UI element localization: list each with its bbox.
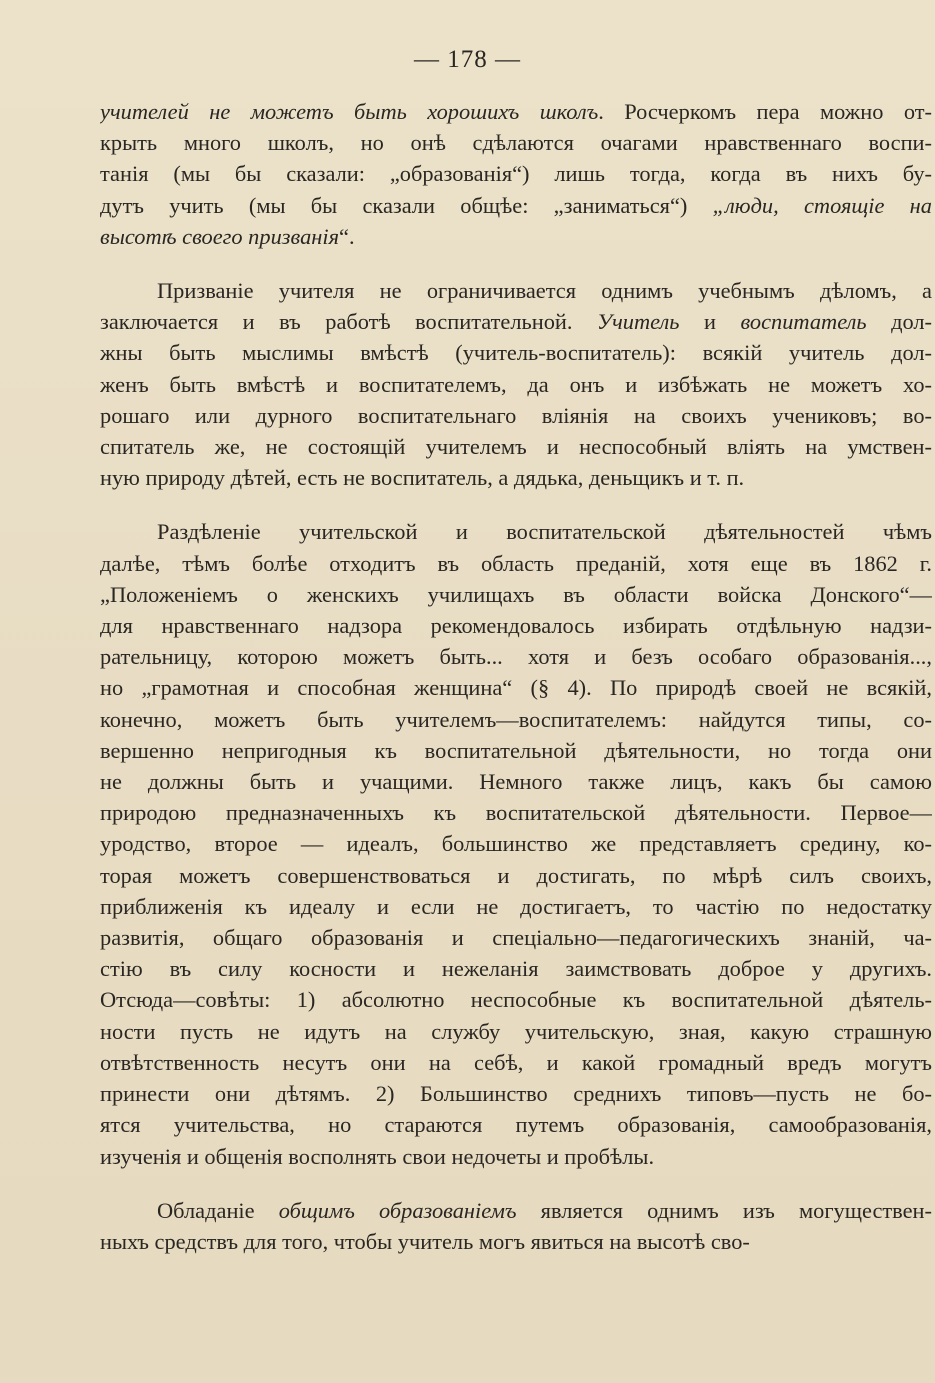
text-line: ятся учительства, но стараются путемъ образованія, самообразованія,	[100, 1112, 932, 1138]
text-line: развитія, общаго образованія и спеціально—педагогическихъ знаній, ча-	[100, 925, 932, 951]
text-line: дутъ учить (мы бы сказали общѣе: „заниматься“) „люди, стоящіе на	[100, 192, 932, 218]
text-line: Отсюда—совѣты: 1) абсолютно неспособные къ воспитательной дѣятель-	[100, 987, 932, 1013]
text-line: Призваніе учителя не ограничивается однимъ учебнымъ дѣломъ, а	[157, 278, 932, 304]
text-line: Раздѣленіе учительской и воспитательской дѣятельностей чѣмъ	[157, 519, 932, 545]
text-line: торая можетъ совершенствоваться и достигать, по мѣрѣ силъ своихъ,	[100, 862, 932, 888]
text-line: „Положеніемъ о женскихъ училищахъ въ области войска Донского“—	[100, 581, 932, 607]
text-line: жны быть мыслимы вмѣстѣ (учитель-воспитатель): всякій учитель дол-	[100, 340, 932, 366]
paragraph-gap	[100, 493, 932, 516]
text-line: природою предназначенныхъ къ воспитательской дѣятельности. Первое—	[100, 800, 932, 826]
text-line: для нравственнаго надзора рекомендовалось избирать отдѣльную надзи-	[100, 613, 932, 639]
italic-emphasis: воспитатель	[740, 309, 867, 335]
paragraph	[100, 275, 932, 493]
text-line: рательницу, которою можетъ быть... хотя и безъ особаго образованія...,	[100, 644, 932, 670]
text-line: крыть много школъ, но онѣ сдѣлаются очагами нравственнаго воспи-	[100, 130, 932, 156]
text-line: конечно, можетъ быть учителемъ—воспитателемъ: найдутся типы, со-	[100, 706, 932, 732]
text-line: учителей не можетъ быть хорошихъ школъ. Росчеркомъ пера можно от-	[100, 99, 932, 124]
text-line: женъ быть вмѣстѣ и воспитателемъ, да онъ и избѣжать не можетъ хо-	[100, 371, 932, 397]
paragraph-gap	[100, 1172, 932, 1195]
text-line: но „грамотная и способная женщина“ (§ 4). По природѣ своей не всякій,	[100, 675, 932, 701]
italic-emphasis: Учитель	[597, 309, 680, 335]
paragraph	[100, 1195, 932, 1257]
text-line: принести они дѣтямъ. 2) Большинство среднихъ типовъ—пусть не бо-	[100, 1081, 932, 1107]
italic-emphasis: „люди, стоящіе на	[712, 192, 932, 218]
text-line: приближенія къ идеалу и если не достигаетъ, то частію по недостатку	[100, 893, 932, 919]
text-line: не должны быть и учащими. Немного также лицъ, какъ бы самою	[100, 769, 932, 795]
text-line: вершенно непригодныя къ воспитательной дѣятельности, но тогда они	[100, 737, 932, 763]
italic-emphasis: высотѣ своего призванія	[100, 223, 340, 249]
text-line: танія (мы бы сказали: „образованія“) лишь тогда, когда въ нихъ бу-	[100, 161, 932, 187]
text-line: спитатель же, не состоящій учителемъ и неспособный вліять на умствен-	[100, 434, 932, 460]
paragraph	[100, 516, 932, 1171]
text-line: изученія и общенія восполнять свои недочеты и пробѣлы.	[100, 1143, 655, 1169]
text-line: уродство, второе — идеалъ, большинство же представляетъ средину, ко-	[100, 831, 932, 857]
paragraph-gap	[100, 252, 932, 275]
text-line: стію въ силу косности и нежеланія заимствовать доброе у другихъ.	[100, 956, 932, 982]
italic-emphasis: общимъ образованіемъ	[278, 1197, 517, 1223]
text-line: далѣе, тѣмъ болѣе отходитъ въ область преданій, хотя еще въ 1862 г.	[100, 550, 932, 576]
text-line: рошаго или дурного воспитательнаго вліянія на своихъ учениковъ; во-	[100, 402, 932, 428]
text-line: Обладаніе общимъ образованіемъ является однимъ изъ могуществен-	[157, 1197, 932, 1223]
page-text	[100, 96, 932, 1257]
text-line: высотѣ своего призванія“.	[100, 223, 355, 249]
text-line: отвѣтственность несутъ они на себѣ, и какой громадный вредъ могутъ	[100, 1049, 932, 1075]
italic-emphasis: учителей не можетъ быть хорошихъ школъ	[100, 99, 599, 124]
text-line: ности пусть не идутъ на службу учительскую, зная, какую страшную	[100, 1018, 932, 1044]
text-line: заключается и въ работѣ воспитательной. Учитель и воспитатель дол-	[100, 309, 932, 335]
text-line: ныхъ средствъ для того, чтобы учитель могъ явиться на высотѣ сво-	[100, 1228, 750, 1254]
paragraph	[100, 96, 932, 252]
text-line: ную природу дѣтей, есть не воспитатель, а дядька, деньщикъ и т. п.	[100, 465, 745, 491]
page-number: — 178 —	[414, 46, 521, 73]
